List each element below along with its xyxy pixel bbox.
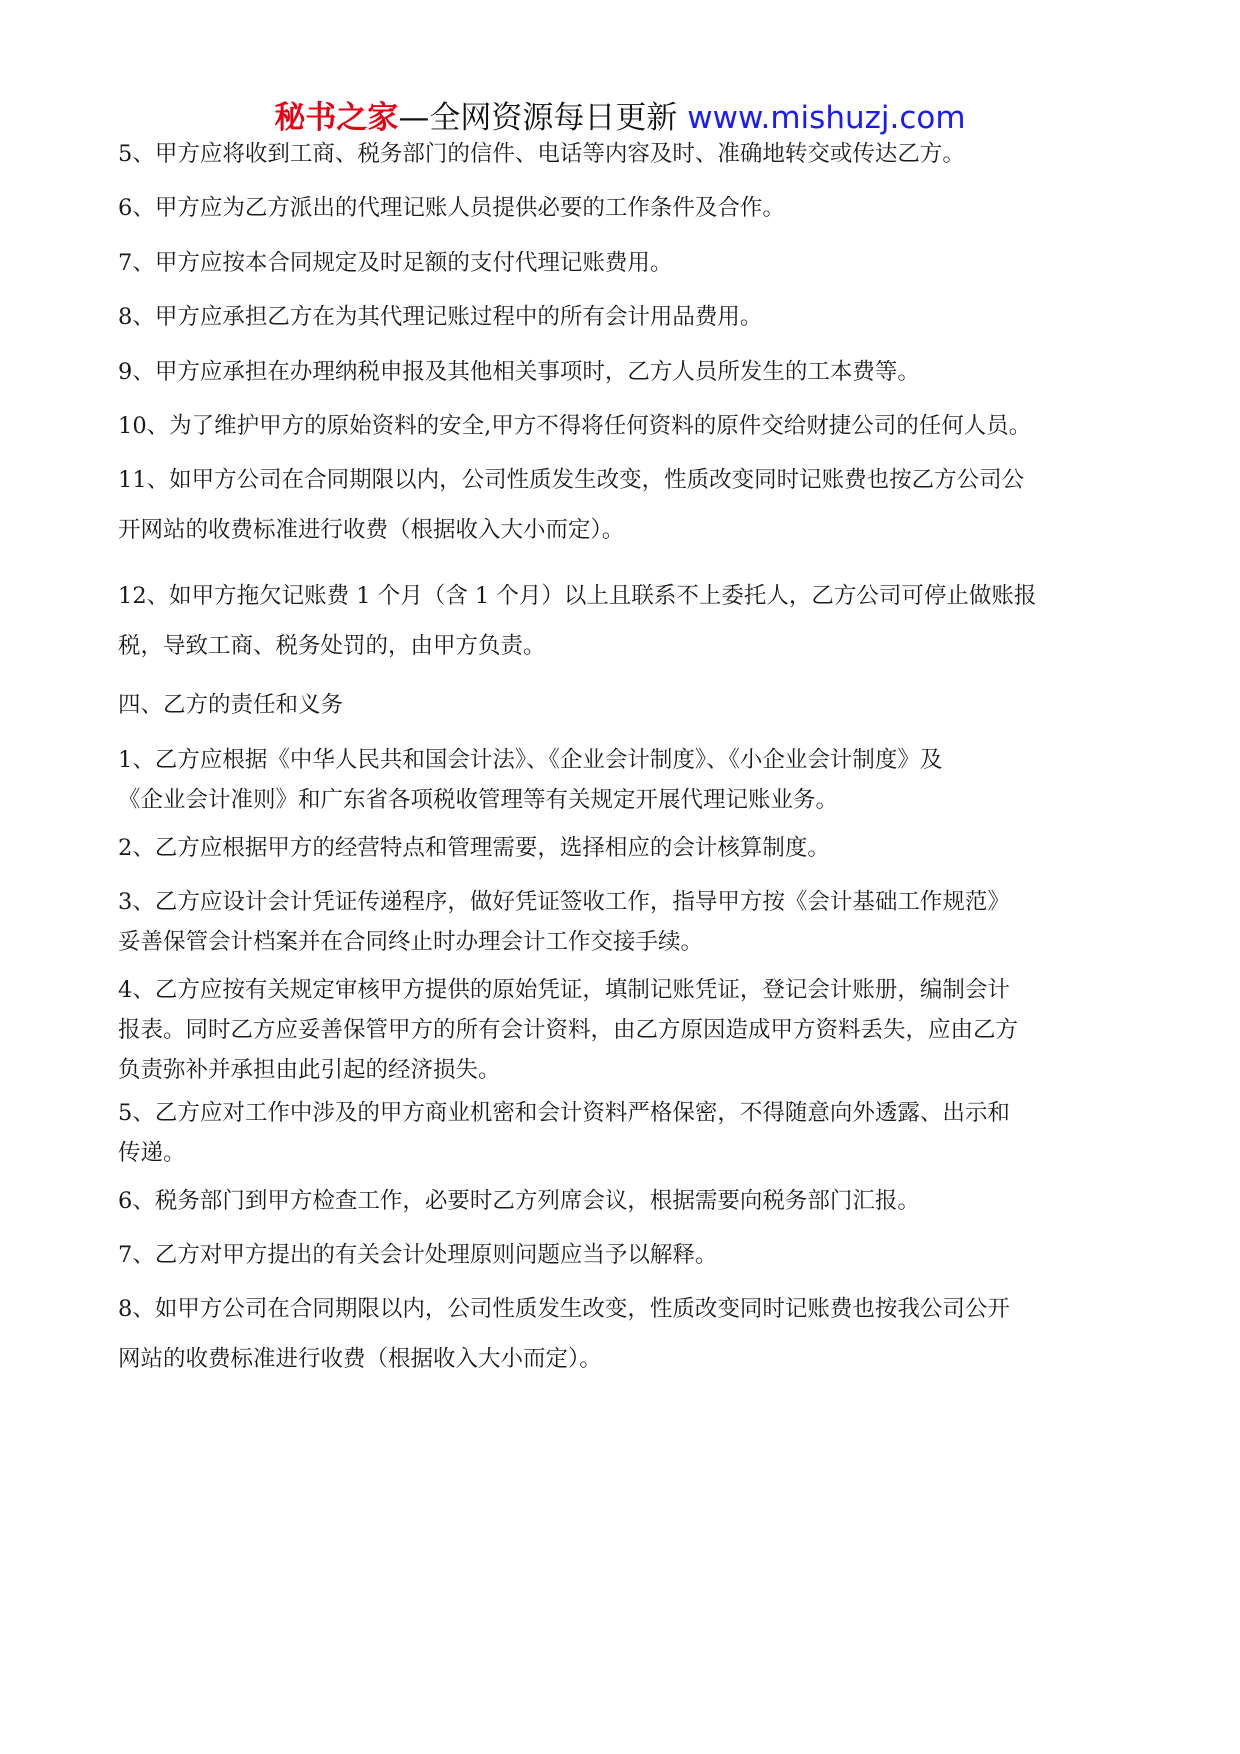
- paragraph-line: 8、甲方应承担乙方在为其代理记账过程中的所有会计用品费用。: [118, 304, 763, 330]
- paragraph-line: 7、甲方应按本合同规定及时足额的支付代理记账费用。: [118, 250, 673, 276]
- paragraph-line: 10、为了维护甲方的原始资料的安全,甲方不得将任何资料的原件交给财捷公司的任何人员。: [118, 413, 1032, 439]
- paragraph-line: 妥善保管会计档案并在合同终止时办理会计工作交接手续。: [118, 929, 704, 955]
- paragraph-line: 9、甲方应承担在办理纳税申报及其他相关事项时，乙方人员所发生的工本费等。: [118, 359, 920, 385]
- paragraph-line: 传递。: [118, 1140, 186, 1166]
- paragraph-line: 1、乙方应根据《中华人民共和国会计法》、《企业会计制度》、《小企业会计制度》及: [118, 747, 943, 773]
- paragraph-line: 网站的收费标准进行收费（根据收入大小而定）。: [118, 1346, 602, 1372]
- paragraph-line: 《企业会计准则》和广东省各项税收管理等有关规定开展代理记账业务。: [118, 787, 839, 813]
- paragraph-line: 7、乙方对甲方提出的有关会计处理原则问题应当予以解释。: [118, 1242, 718, 1268]
- paragraph-line: 11、如甲方公司在合同期限以内，公司性质发生改变，性质改变同时记账费也按乙方公司公: [118, 467, 1025, 493]
- paragraph-line: 税，导致工商、税务处罚的，由甲方负责。: [118, 633, 546, 659]
- paragraph-line: 6、甲方应为乙方派出的代理记账人员提供必要的工作条件及合作。: [118, 195, 785, 221]
- paragraph-a8: [118, 297, 1128, 337]
- paragraph-a10: [118, 406, 1128, 446]
- paragraph-line: 开网站的收费标准进行收费（根据收入大小而定）。: [118, 517, 625, 543]
- paragraph-b2: [118, 828, 1128, 868]
- paragraph-line: 12、如甲方拖欠记账费 1 个月（含 1 个月）以上且联系不上委托人，乙方公司可停止做账报: [118, 583, 1037, 609]
- paragraph-line: 4、乙方应按有关规定审核甲方提供的原始凭证，填制记账凭证，登记会计账册，编制会计: [118, 977, 1010, 1003]
- paragraph-a7: [118, 243, 1128, 283]
- paragraph-b5: [118, 1093, 1128, 1173]
- paragraph-line: 3、乙方应设计会计凭证传递程序，做好凭证签收工作，指导甲方按《会计基础工作规范》: [118, 889, 1010, 915]
- paragraph-a9: [118, 352, 1128, 392]
- paragraph-a12: [118, 571, 1128, 671]
- paragraph-b4: [118, 970, 1128, 1090]
- paragraph-line: 6、税务部门到甲方检查工作，必要时乙方列席会议，根据需要向税务部门汇报。: [118, 1188, 920, 1214]
- section-heading: [118, 685, 1128, 725]
- paragraph-b6: [118, 1181, 1128, 1221]
- brand-name: 秘书之家: [274, 100, 399, 136]
- paragraph-a5: [118, 134, 1128, 174]
- paragraph-a11: [118, 455, 1128, 555]
- paragraph-a6: [118, 188, 1128, 228]
- header-slogan: —全网资源每日更新: [398, 100, 678, 136]
- paragraph-b1: [118, 740, 1128, 820]
- paragraph-line: 5、乙方应对工作中涉及的甲方商业机密和会计资料严格保密，不得随意向外透露、出示和: [118, 1100, 1010, 1126]
- paragraph-line: 负责弥补并承担由此引起的经济损失。: [118, 1057, 501, 1083]
- section-title: 四、乙方的责任和义务: [118, 692, 344, 718]
- paragraph-b3: [118, 882, 1128, 962]
- paragraph-b7: [118, 1235, 1128, 1275]
- site-url[interactable]: www.mishuzj.com: [687, 100, 966, 136]
- paragraph-b8: [118, 1284, 1128, 1384]
- paragraph-line: 2、乙方应根据甲方的经营特点和管理需要，选择相应的会计核算制度。: [118, 835, 830, 861]
- site-header: [0, 98, 1240, 138]
- paragraph-line: 报表。同时乙方应妥善保管甲方的所有会计资料，由乙方原因造成甲方资料丢失，应由乙方: [118, 1017, 1019, 1043]
- paragraph-line: 8、如甲方公司在合同期限以内，公司性质发生改变，性质改变同时记账费也按我公司公开: [118, 1296, 1010, 1322]
- paragraph-line: 5、甲方应将收到工商、税务部门的信件、电话等内容及时、准确地转交或传达乙方。: [118, 141, 965, 167]
